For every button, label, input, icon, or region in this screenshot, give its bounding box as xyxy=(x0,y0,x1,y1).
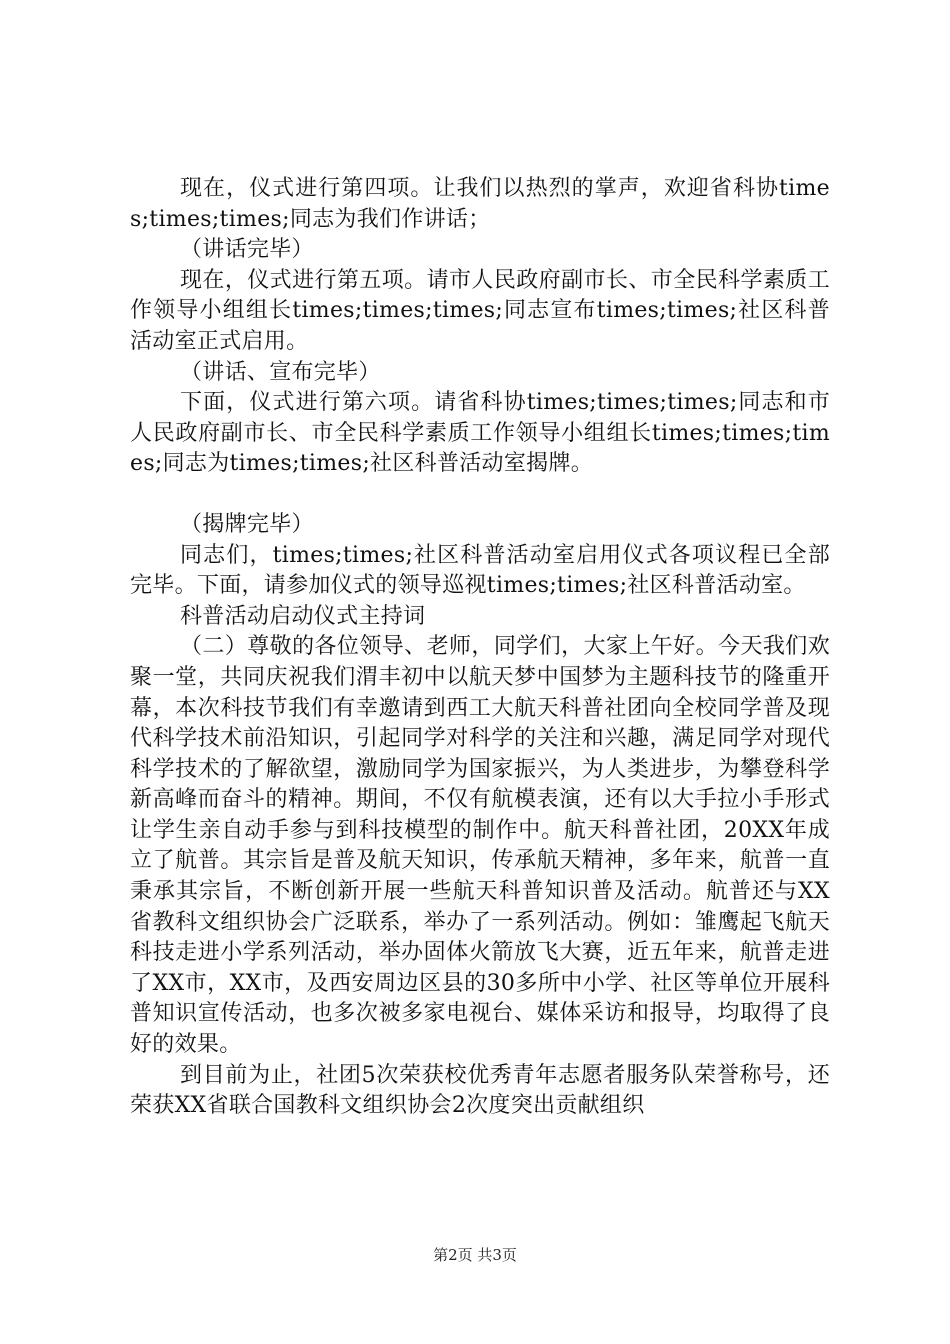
section-heading: 科普活动启动仪式主持词 xyxy=(180,603,426,629)
paragraph-unveil-finished: （揭牌完毕） xyxy=(180,511,314,537)
paragraph-item-5-announce: 现在，仪式进行第五项。请市人民政府副市长、市全民科学素质工作领导小组组长times;times;times;同志宣布times;times;社区科普活动室正式启用。 xyxy=(130,267,830,354)
page-number-footer: 第2页 共3页 xyxy=(433,1246,517,1264)
paragraph-announce-finished: （讲话、宣布完毕） xyxy=(180,359,381,385)
paragraph-honors: 到目前为止，社团5次荣获校优秀青年志愿者服务队荣誉称号，还荣获XX省联合国教科文组织协会2次度突出贡献组织 xyxy=(130,1062,830,1119)
paragraph-speech-finished: （讲话完毕） xyxy=(180,237,314,263)
paragraph-item-6-unveil: 下面，仪式进行第六项。请省科协times;times;times;同志和市人民政府副市长、市全民科学素质工作领导小组组长times;times;times;同志为times;times;社区科普活动室揭牌。 xyxy=(130,390,830,477)
paragraph-item-4-speech: 现在，仪式进行第四项。让我们以热烈的掌声，欢迎省科协times;times;times;同志为我们作讲话； xyxy=(130,176,830,232)
paragraph-opening-speech: （二）尊敬的各位领导、老师，同学们，大家上午好。今天我们欢聚一堂，共同庆祝我们渭丰初中以航天梦中国梦为主题科技节的隆重开幕，本次科技节我们有幸邀请到西工大航天科普社团向全校同学普及现代科学技术前沿知识，引起同学对科学的关注和兴趣，满足同学对现代科学技术的了解欲望，激励同学为国家振兴，为人类进步，为攀登科学新高峰而奋斗的精神。期间，不仅有航模表演，还有以大手拉小手形式让学生亲自动手参与到科技模型的制作中。航天科普社团，20XX年成立了航普。其宗旨是普及航天知识，传承航天精神，多年来，航普一直秉承其宗旨，不断创新开展一些航天科普知识普及活动。航普还与XX省教科文组织协会广泛联系，举办了一系列活动。例如：雏鹰起飞航天科技走进小学系列活动，举办固体火箭放飞大赛，近五年来，航普走进了XX市，XX市，及西安周边区县的30多所中小学、社区等单位开展科普知识宣传活动，也多次被多家电视台、媒体采访和报导，均取得了良好的效果。 xyxy=(130,634,830,1058)
paragraph-closing-remarks: 同志们，times;times;社区科普活动室启用仪式各项议程已全部完毕。下面，请参加仪式的领导巡视times;times;社区科普活动室。 xyxy=(130,542,830,599)
document-body xyxy=(130,174,830,1122)
